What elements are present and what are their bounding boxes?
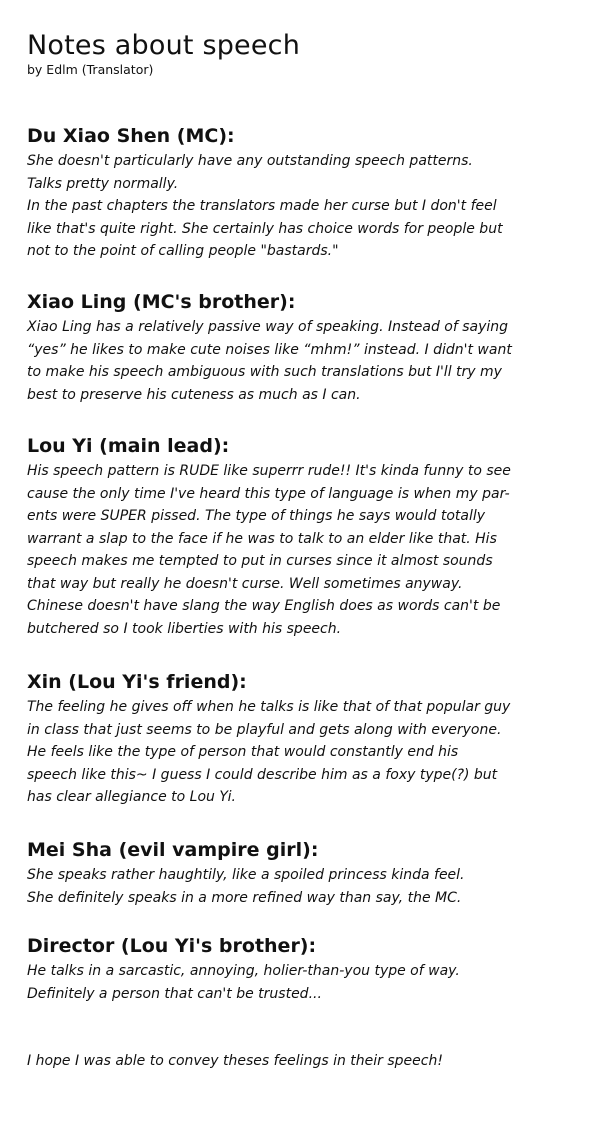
section-body: She doesn't particularly have any outstanding speech patterns. Talks pretty normally. In the past chapters the translators made her curse but I don't feel like that's quite right. She certainly has choice words for people but not to the point of calling people "bastards." bbox=[27, 153, 503, 259]
section-heading: Mei Sha (evil vampire girl): bbox=[27, 839, 319, 861]
notes-document bbox=[27, 30, 587, 78]
section-body: His speech pattern is RUDE like superrr rude!! It's kinda funny to see cause the only time I've heard this type of language is when my par- ents were SUPER pissed. The type of things he says would totally warrant a slap to the face if he was to talk to an elder like that. His speech makes me tempted to put in curses since it almost sounds that way but really he doesn't curse. Well sometimes anyway. Chinese doesn't have slang the way English does as words can't be butchered so I took liberties with his speech. bbox=[27, 463, 511, 637]
section-heading: Lou Yi (main lead): bbox=[27, 435, 230, 457]
section-heading: Xin (Lou Yi's friend): bbox=[27, 671, 247, 693]
section-mei-sha bbox=[27, 838, 587, 909]
section-body: Xiao Ling has a relatively passive way of speaking. Instead of saying “yes” he likes to make cute noises like “mhm!” instead. I didn't want to make his speech ambiguous with such translations but I'll try my best to preserve his cuteness as much as I can. bbox=[27, 319, 512, 403]
section-du-xiao-shen bbox=[27, 124, 587, 263]
section-xin bbox=[27, 670, 587, 809]
section-director bbox=[27, 934, 587, 1005]
section-lou-yi bbox=[27, 434, 587, 640]
section-body: He talks in a sarcastic, annoying, holier-than-you type of way. Definitely a person that can't be trusted... bbox=[27, 963, 460, 1002]
section-heading: Du Xiao Shen (MC): bbox=[27, 125, 235, 147]
page-title: Notes about speech bbox=[27, 30, 301, 61]
section-heading: Xiao Ling (MC's brother): bbox=[27, 291, 296, 313]
closing-note: I hope I was able to convey theses feelings in their speech! bbox=[27, 1053, 443, 1069]
section-body: The feeling he gives off when he talks is like that of that popular guy in class that just seems to be playful and gets along with everyone. He feels like the type of person that would constantly end his speech like this~ I guess I could describe him as a foxy type(?) but has clear allegiance to Lou Yi. bbox=[27, 699, 511, 805]
author-byline: by Edlm (Translator) bbox=[27, 62, 154, 77]
section-heading: Director (Lou Yi's brother): bbox=[27, 935, 317, 957]
section-xiao-ling bbox=[27, 290, 587, 406]
section-body: She speaks rather haughtily, like a spoiled princess kinda feel. She definitely speaks in a more refined way than say, the MC. bbox=[27, 867, 465, 906]
